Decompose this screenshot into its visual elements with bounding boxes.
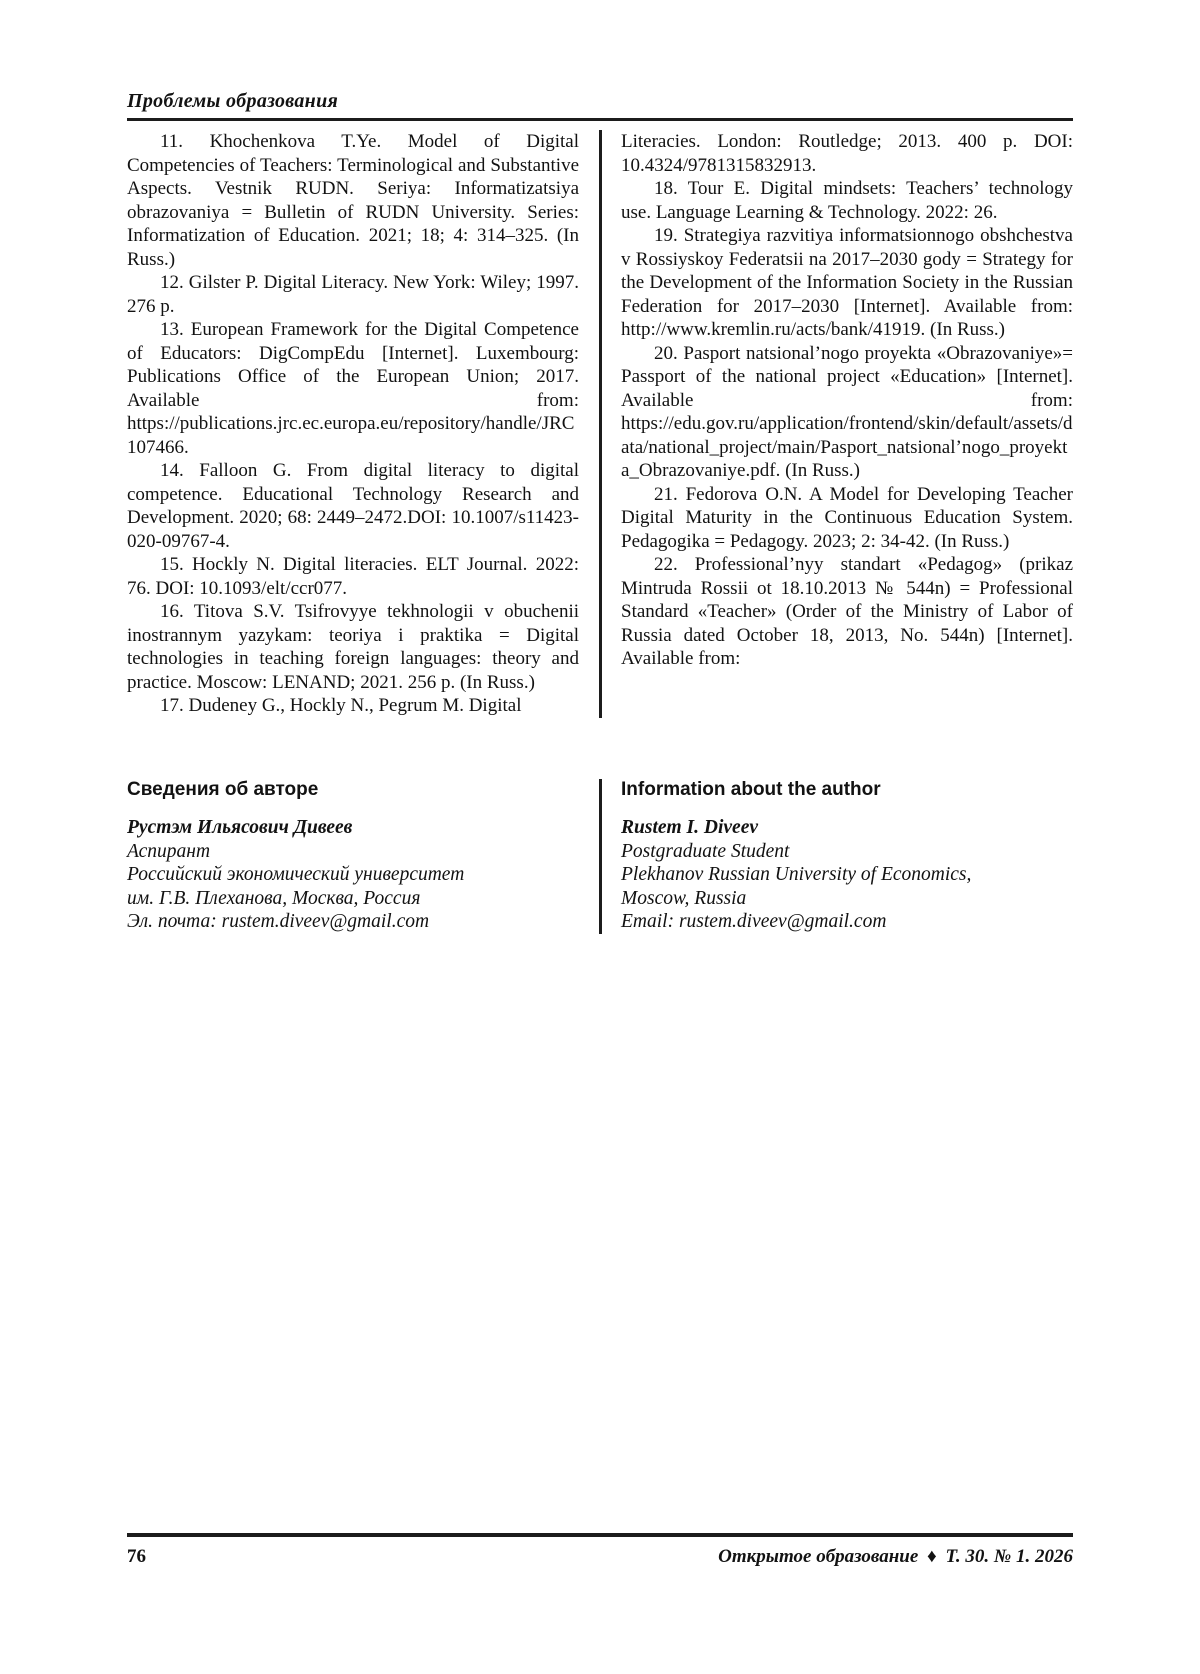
references-column-left [127, 130, 579, 718]
authors-column-divider [599, 779, 602, 934]
author-heading-ru: Сведения об авторе [127, 779, 319, 800]
reference-item-16: 16. Titova S.V. Tsifrovyye tekhnologii v obuchenii inostrannym yazykam: teoriya i praktika = Digital technologies in teaching foreign languages: theory and practice. Moscow: LENAND; 2021. 256 p. (In Russ.) [127, 601, 579, 693]
reference-item-17: 17. Dudeney G., Hockly N., Pegrum M. Digital [160, 695, 522, 716]
reference-item-18: 18. Tour E. Digital mindsets: Teachers’ technology use. Language Learning & Technology. 2022: 26. [621, 178, 1073, 223]
author-info-en [621, 779, 1073, 934]
issue-info: Т. 30. № 1. 2026 [945, 1546, 1073, 1567]
author-info-ru [127, 779, 579, 934]
author-position-ru: Аспирант [127, 840, 211, 862]
reference-item-15: 15. Hockly N. Digital literacies. ELT Journal. 2022: 76. DOI: 10.1093/elt/ccr077. [127, 554, 579, 599]
reference-item-20: 20. Pasport natsional’nogo proyekta «Obrazovaniye»= Passport of the national project «Education» [Internet]. Available from: https://edu.gov.ru/application/frontend/skin/default/assets/data/national_project/main/Pasport_natsional’nogo_proyekta_Obrazovaniye.pdf. (In Russ.) [621, 342, 1073, 481]
author-name-en: Rustem I. Diveev [621, 817, 759, 838]
authors-section [127, 779, 1073, 934]
column-divider [599, 130, 602, 718]
reference-item-22: 22. Professional’nyy standart «Pedagog» (prikaz Mintruda Rossii ot 18.10.2013 № 544n) = Professional Standard «Teacher» (Order of the Ministry of Labor of Russia dated October 18, 2013, No. 544n) [Internet]. Available from: [621, 554, 1073, 669]
author-location-en: Moscow, Russia [621, 887, 747, 909]
author-name-ru: Рустэм Ильясович Дивеев [127, 817, 353, 838]
journal-footer [718, 1546, 1073, 1568]
journal-title: Открытое образование [718, 1546, 919, 1567]
references-column-right [621, 130, 1073, 718]
author-location-ru: им. Г.В. Плеханова, Москва, Россия [127, 887, 421, 909]
author-email-en: Email: rustem.diveev@gmail.com [621, 911, 887, 932]
diamond-icon: ♦ [927, 1546, 937, 1567]
references-section [127, 130, 1073, 718]
author-affiliation-en: Plekhanov Russian University of Economics, [621, 864, 972, 885]
running-title: Проблемы образования [127, 90, 339, 112]
author-heading-en: Information about the author [621, 779, 881, 800]
header-rule [127, 118, 1073, 121]
reference-item-19: 19. Strategiya razvitiya informatsionnogo obshchestva v Rossiyskoy Federatsii na 2017–2030 gody = Strategy for the Development of the Information Society in the Russian Federation for 2017–2030 [Internet]. Available from: http://www.kremlin.ru/acts/bank/41919. (In Russ.) [621, 225, 1073, 340]
author-position-en: Postgraduate Student [621, 840, 790, 862]
reference-item-11: 11. Khochenkova T.Ye. Model of Digital Competencies of Teachers: Terminological and Substantive Aspects. Vestnik RUDN. Seriya: Informatizatsiya obrazovaniya = Bulletin of RUDN University. Series: Informatization of Education. 2021; 18; 4: 314–325. (In Russ.) [127, 131, 579, 270]
page-number: 76 [127, 1546, 146, 1567]
reference-item-21: 21. Fedorova O.N. A Model for Developing Teacher Digital Maturity in the Continuous Education System. Pedagogika = Pedagogy. 2023; 2: 34-42. (In Russ.) [621, 483, 1073, 552]
reference-item-13: 13. European Framework for the Digital Competence of Educators: DigCompEdu [Internet]. Luxembourg: Publications Office of the European Union; 2017. Available from: https://publications.jrc.ec.europa.eu/repository/handle/JRC107466. [127, 319, 579, 458]
author-email-ru: Эл. почта: rustem.diveev@gmail.com [127, 911, 430, 932]
author-affiliation-ru: Российский экономический университет [127, 864, 465, 885]
reference-item-12: 12. Gilster P. Digital Literacy. New York: Wiley; 1997. 276 p. [127, 272, 579, 317]
reference-item-14: 14. Falloon G. From digital literacy to digital competence. Educational Technology Research and Development. 2020; 68: 2449–2472.DOI: 10.1007/s11423-020-09767-4. [127, 460, 579, 552]
reference-item-17-continuation: Literacies. London: Routledge; 2013. 400 p. DOI: 10.4324/9781315832913. [621, 131, 1073, 176]
footer-rule [127, 1533, 1073, 1537]
